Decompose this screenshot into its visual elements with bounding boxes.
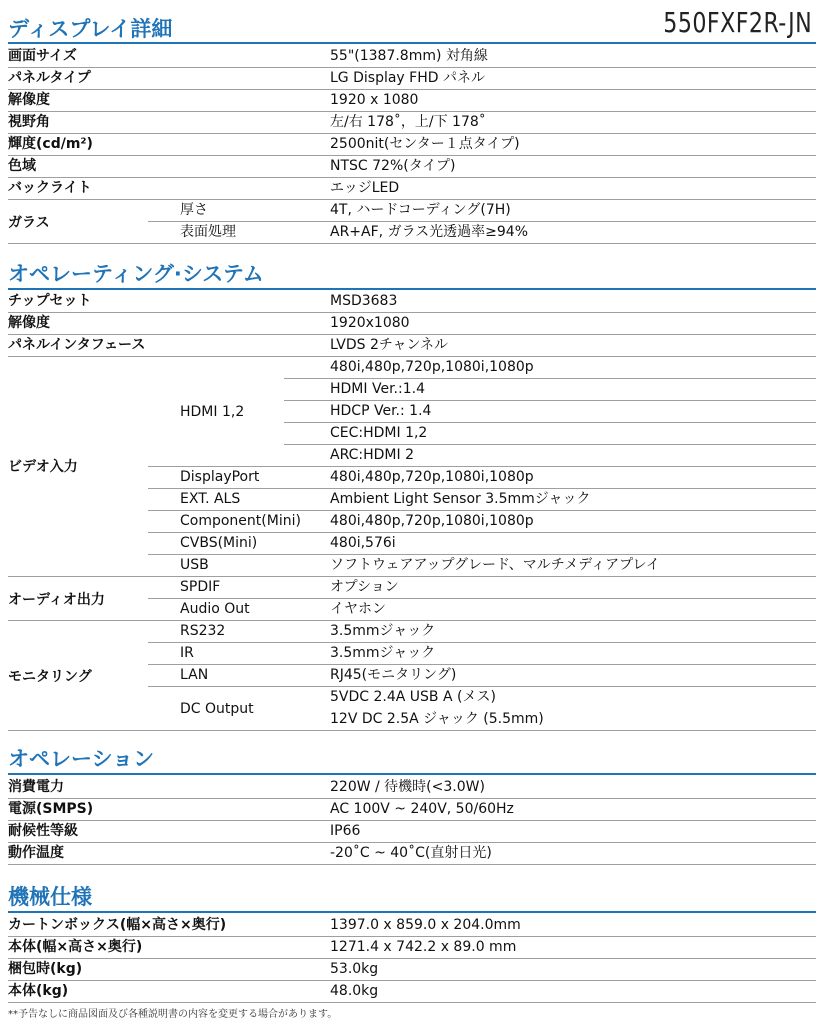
section-title-display: ディスプレイ詳細: [8, 17, 173, 41]
row-divider: [148, 664, 816, 665]
section-rule: [8, 288, 816, 290]
row-divider: [8, 177, 816, 178]
row-divider: [8, 820, 816, 821]
model-number: 550FXF2R-JN: [663, 6, 812, 39]
row-divider: [8, 312, 816, 313]
spec-sublabel-hdmi: HDMI 1,2: [180, 403, 245, 420]
section-rule: [8, 773, 816, 775]
row-divider: [8, 576, 816, 577]
footnote: **予告なしに商品図面及び各種説明書の内容を変更する場合があります。: [8, 1009, 338, 1020]
row-divider: [8, 1002, 816, 1003]
spec-label-monitoring: モニタリング: [8, 668, 92, 685]
section-rule: [8, 42, 816, 44]
row-divider: [8, 730, 816, 731]
section-rule: [8, 911, 816, 913]
section-title-os: オペレーティング·システム: [8, 262, 264, 286]
section-title-operation: オペレーション: [8, 747, 155, 771]
row-divider: [8, 980, 816, 981]
spec-label-audio: オーディオ出力: [8, 591, 105, 608]
row-divider: [148, 642, 816, 643]
row-divider: [8, 958, 816, 959]
spec-label-video: ビデオ入力: [8, 459, 78, 475]
row-divider: [8, 243, 816, 244]
row-divider: [8, 864, 816, 865]
section-title-mechanical: 機械仕様: [8, 885, 92, 909]
spec-sublabel-dc-output: DC Output: [180, 700, 254, 717]
spec-label-glass: ガラス: [8, 214, 50, 231]
